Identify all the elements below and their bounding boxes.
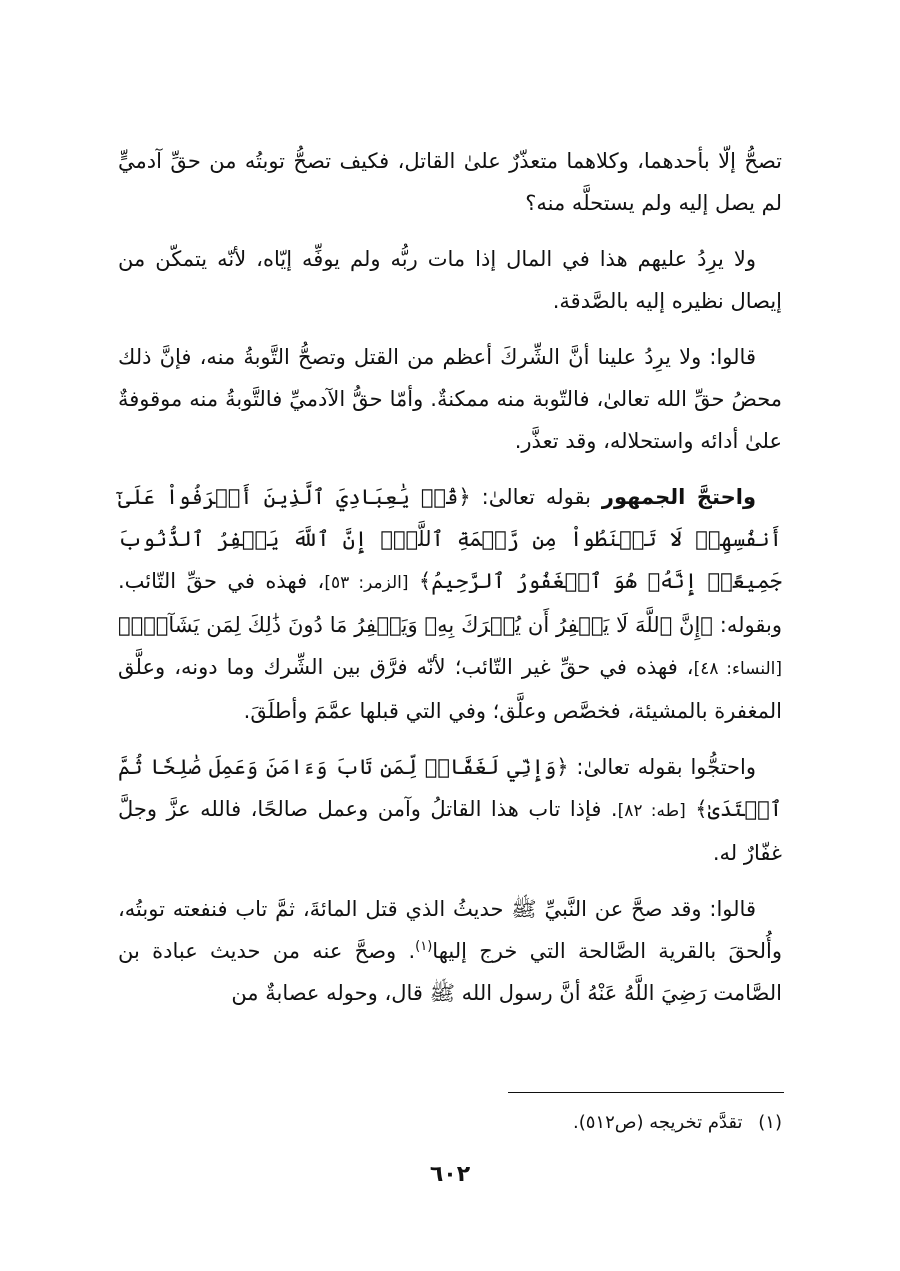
footnote-separator: [508, 1092, 784, 1093]
paragraph-3-text: قالوا: ولا يرِدُ علينا أنَّ الشِّركَ أعظم من القتل وتصحُّ التَّوبةُ منه، فإنَّ ذلك محضُ حقِّ الله تعالىٰ، فالتّوبة منه ممكنةٌ. وأمّا حقُّ الآدميِّ فالتَّوبةُ منه موقوفةٌ علىٰ أدائه واستحلاله، وقد تعذَّر.: [118, 345, 782, 453]
verse-reference-zumar: [الزمر: ٥٣]: [324, 573, 409, 593]
paragraph-5-intro: واحتجُّوا بقوله تعالىٰ:: [576, 755, 756, 779]
paragraph-6-text-b: . وصحَّ عنه من حديث عبادة بن الصَّامت رَضِيَ اللَّهُ عَنْهُ أنَّ رسول الله ﷺ قال، وحوله عصابةٌ من: [118, 939, 782, 1005]
paragraph-2: [118, 238, 782, 322]
paragraph-4-intro: بقوله تعالىٰ:: [481, 485, 591, 509]
quran-verse-zumar: ﴿قُلۡ يَٰعِبَادِيَ ٱلَّذِينَ أَسۡرَفُواْ عَلَىٰٓ أَنفُسِهِمۡ لَا تَقۡنَطُواْ مِن رَّحۡمَةِ ٱللَّهِۚ إِنَّ ٱللَّهَ يَغۡفِرُ ٱلذُّنُوبَ جَمِيعًاۚ إِنَّهُۥ هُوَ ٱلۡغَفُورُ ٱلرَّحِيمُ﴾: [118, 485, 782, 593]
paragraph-5: [118, 746, 782, 874]
paragraph-4-tail: ، فهذه في حقِّ غير التّائب؛ لأنّه فرَّق بين الشِّرك وما دونه، وعلَّق المغفرة بالمشيئة، فخصَّص وعلَّق؛ وفي التي قبلها عمَّمَ وأطلَقَ.: [118, 655, 782, 723]
paragraph-6-text-a: قالوا: وقد صحَّ عن النَّبيِّ ﷺ حديثُ الذي قتل المائةَ، ثمَّ تاب فنفعته توبتُه، وأُلحقَ بالقرية الصَّالحة التي خرج إليها: [118, 897, 782, 963]
paragraph-4-bold-lead: واحتجَّ الجمهور: [601, 485, 756, 509]
paragraph-4: [118, 476, 782, 732]
paragraph-3: [118, 336, 782, 462]
paragraph-1: [118, 140, 782, 224]
page-body: [118, 140, 782, 1028]
verse-reference-taha: [طه: ٨٢]: [617, 801, 686, 821]
paragraph-6: [118, 888, 782, 1014]
footnote: [118, 1108, 782, 1138]
paragraph-1-text: تصحُّ إلّا بأحدهما، وكلاهما متعذّرٌ علىٰ القاتل، فكيف تصحُّ توبتُه من حقِّ آدميٍّ لم يصل إليه ولم يستحلَّه منه؟: [118, 149, 782, 215]
footnote-text: تقدَّم تخريجه (ص٥١٢).: [572, 1112, 743, 1133]
paragraph-5-tail: . فإذا تاب هذا القاتلُ وآمن وعمل صالحًا، فالله عزَّ وجلَّ غفّارٌ له.: [118, 797, 782, 865]
paragraph-4-mid: ، فهذه في حقِّ التّائب. وبقوله:: [118, 569, 782, 637]
quran-verse-nisa: ﴿إِنَّ ٱللَّهَ لَا يَغۡفِرُ أَن يُشۡرَكَ بِهِۦ وَيَغۡفِرُ مَا دُونَ ذَٰلِكَ لِمَن يَشَآءُۚ﴾: [118, 613, 713, 637]
paragraph-2-text: ولا يرِدُ عليهم هذا في المال إذا مات ربُّه ولم يوفِّه إيّاه، لأنّه يتمكّن من إيصال نظيره إليه بالصَّدقة.: [118, 247, 782, 313]
verse-reference-nisa: [النساء: ٤٨]: [693, 659, 782, 679]
quran-verse-taha: ﴿وَإِنِّي لَغَفَّارٞ لِّمَن تَابَ وَءَامَنَ وَعَمِلَ صَٰلِحٗا ثُمَّ ٱهۡتَدَىٰ﴾: [118, 755, 782, 821]
footnote-marker: (١): [415, 939, 433, 954]
footnote-number: (١): [758, 1112, 782, 1133]
page-number: ٦٠٢: [429, 1162, 471, 1187]
